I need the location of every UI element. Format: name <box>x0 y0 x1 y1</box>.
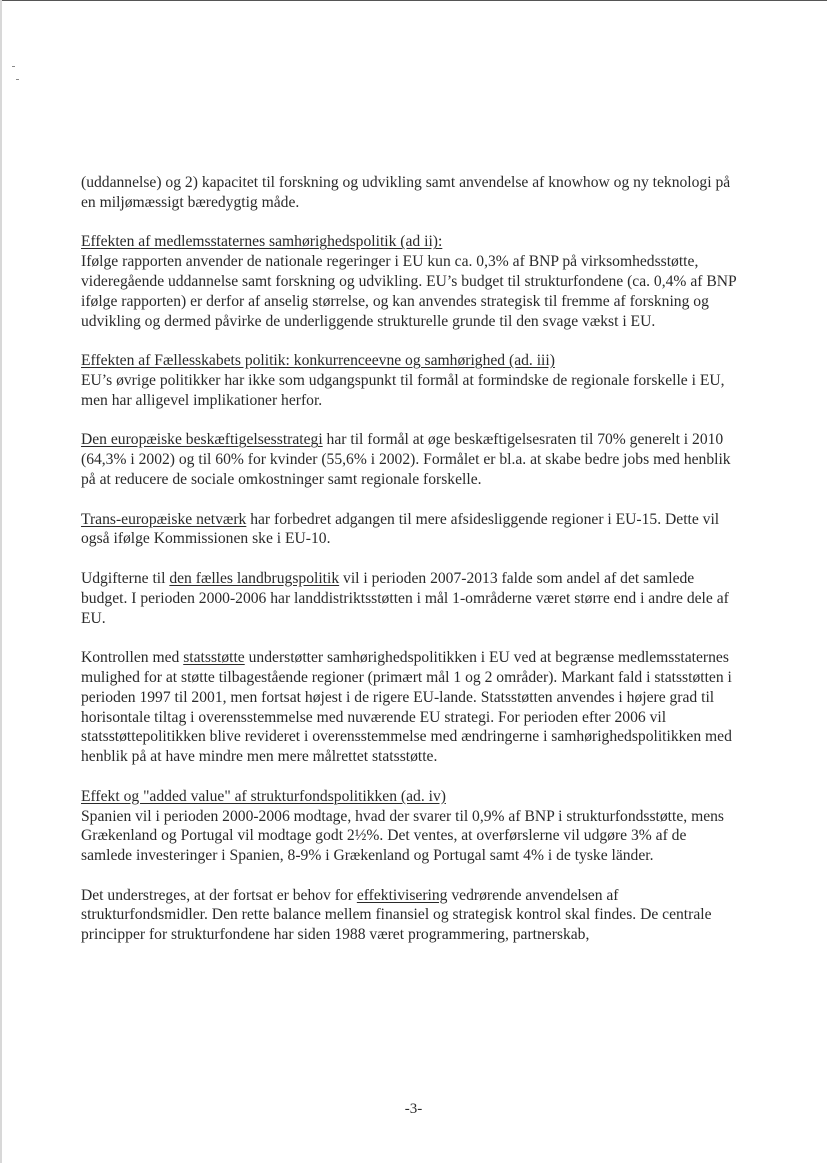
scan-speck <box>12 66 15 67</box>
scan-left-edge <box>0 0 2 1163</box>
state-aid-paragraph <box>81 648 741 767</box>
efficiency-lead: Det understreges, at der fortsat er behov for <box>81 886 357 904</box>
intro-paragraph: (uddannelse) og 2) kapacitet til forskning og udvikling samt anvendelse af knowhow og ny teknologi på en miljømæssigt bæredygtig måde. <box>81 174 731 211</box>
document-body <box>81 173 741 965</box>
state-aid-term: statsstøtte <box>183 649 245 667</box>
networks-term: Trans-europæiske netværk <box>81 510 247 528</box>
section-iii-body: EU’s øvrige politikker har ikke som udgangspunkt til formål at formindske de regionale forskelle i EU, men har alligevel implikationer herfor. <box>81 371 725 409</box>
section-ii-heading: Effekten af medlemsstaternes samhørighedspolitik (ad ii): <box>81 233 443 251</box>
efficiency-paragraph <box>81 886 741 945</box>
employment-paragraph <box>81 430 741 489</box>
state-aid-lead: Kontrollen med <box>81 649 184 667</box>
efficiency-term: effektivisering <box>356 886 448 904</box>
agriculture-lead: Udgifterne til <box>81 569 170 587</box>
state-aid-text: understøtter samhørighedspolitikken i EU ved at begrænse medlemsstaternes mulighed for at støtte tilbagestående regioner (primært mål 1 og 2 områder). Markant fald i statsstøtten i perioden 1997 til 2001, men fortsat højest i de rigere EU-lande. Statsstøtten anvendes i højere grad til horisontale tiltag i overensstemmelse med nuværende EU strategi. For perioden efter 2006 vil statsstøttepolitikken blive revideret i overensstemmelse med ændringerne i samhørighedspolitikken med henblik på at have mindre men mere målrettet statsstøtte. <box>81 649 732 766</box>
agriculture-paragraph <box>81 569 741 628</box>
agriculture-text: vil i perioden 2007-2013 falde som andel af det samlede budget. I perioden 2000-2006 har landdistriktsstøtten i mål 1-områderne været større end i andre dele af EU. <box>81 569 729 627</box>
networks-paragraph <box>81 510 741 550</box>
scan-top-edge <box>0 0 827 3</box>
scan-speck <box>16 79 19 80</box>
employment-text: har til formål at øge beskæftigelsesraten til 70% generelt i 2010 (64,3% i 2002) og til 60% for kvinder (55,6% i 2002). Formålet er bl.a. at skabe bedre jobs med henblik på at reducere de sociale omkostninger samt regionale forskelle. <box>81 431 731 488</box>
section-iv-body: Spanien vil i perioden 2000-2006 modtage, hvad der svarer til 0,9% af BNP i strukturfondsstøtte, mens Grækenland og Portugal vil modtage godt 2½%. Det ventes, at overførslerne vil udgøre 3% af de samlede investeringer i Spanien, 8-9% i Grækenland og Portugal samt 4% i de tyske länder. <box>81 807 724 865</box>
section-ii <box>81 232 741 331</box>
section-ii-body: Ifølge rapporten anvender de nationale regeringer i EU kun ca. 0,3% af BNP på virksomhedsstøtte, videregående uddannelse samt forskning og udvikling. EU’s budget til strukturfondene (ca. 0,4% af BNP ifølge rapporten) er derfor af anselig størrelse, og kan anvendes strategisk til fremme af forskning og udvikling og dermed påvirke de underliggende strukturelle grunde til den svage vækst i EU. <box>81 253 737 330</box>
agriculture-term: den fælles landbrugspolitik <box>169 569 340 587</box>
section-iii <box>81 351 741 410</box>
section-iv <box>81 787 741 866</box>
section-iii-heading: Effekten af Fællesskabets politik: konkurrenceevne og samhørighed (ad. iii) <box>81 352 555 370</box>
employment-term: Den europæiske beskæftigelsesstrategi <box>81 431 323 449</box>
page-number: -3- <box>404 1101 423 1117</box>
efficiency-text: vedrørende anvendelsen af strukturfondsmidler. Den rette balance mellem finansiel og strategisk kontrol skal findes. De centrale principper for strukturfondene har siden 1988 været programmering, partnerskab, <box>81 886 712 944</box>
section-iv-heading: Effekt og "added value" af strukturfondspolitikken (ad. iv) <box>81 787 446 805</box>
networks-text: har forbedret adgangen til mere afsidesliggende regioner i EU-15. Dette vil også ifølge Kommissionen ske i EU-10. <box>81 510 720 548</box>
